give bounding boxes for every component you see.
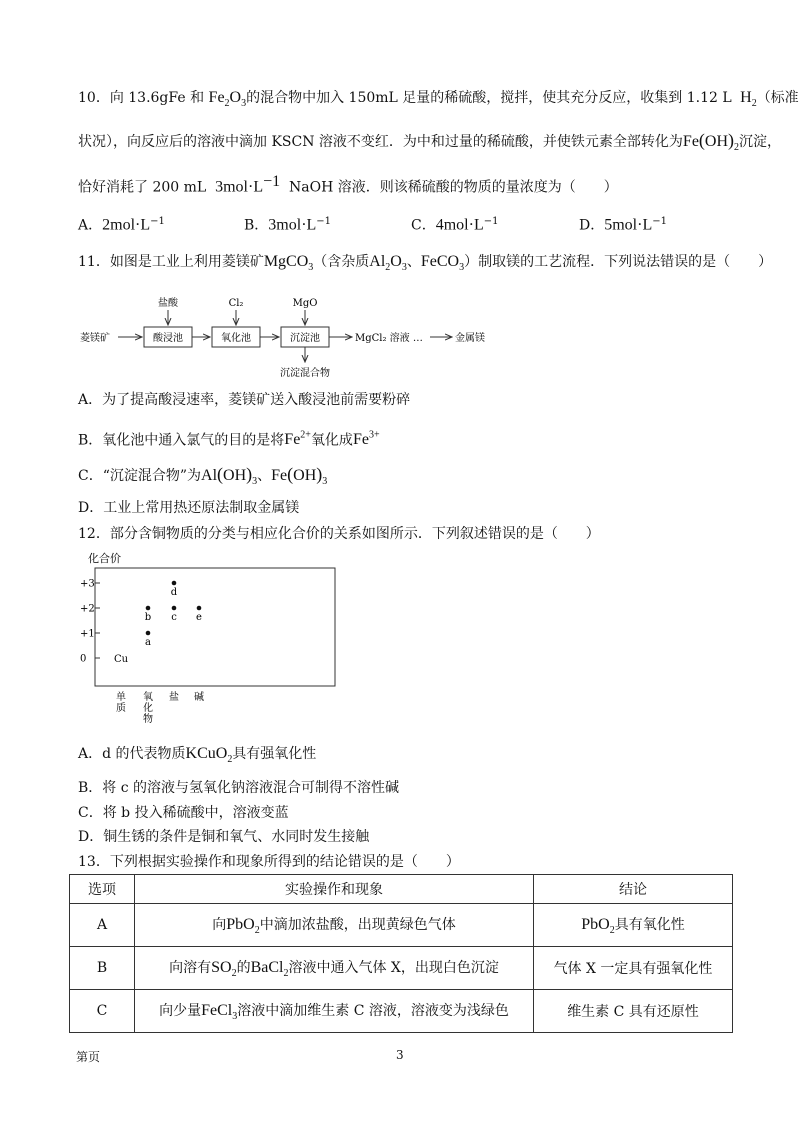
choice-value: 3mol·L	[268, 216, 317, 234]
q10-text: 状况），向反应后的溶液中滴加 KSCN 溶液不变红．为中和过量的稀硫酸，并使铁元素全部转化为	[78, 134, 683, 150]
option-text: 、	[257, 468, 272, 484]
formula-fecl3: FeCl$_3$	[201, 1001, 238, 1023]
cell-text: 溶液中通入气体 X，出现白色沉淀	[288, 959, 499, 976]
row-conclusion: 气体 X 一定具有强氧化性	[534, 947, 733, 990]
data-point	[146, 606, 151, 611]
row-option: C	[70, 990, 135, 1033]
q10-choice-c[interactable]	[411, 212, 498, 236]
table-row	[70, 904, 733, 947]
q11-option-a[interactable]	[78, 390, 410, 410]
table-row	[70, 990, 733, 1033]
unit-exponent: −1	[316, 216, 332, 227]
choice-letter: B．	[244, 217, 269, 234]
y-tick-label: +1	[80, 628, 95, 640]
y-tick-label: 0	[80, 653, 87, 665]
table-row	[70, 947, 733, 990]
table-header-row	[70, 875, 733, 904]
footer-label: 第页	[76, 1050, 101, 1064]
formula-feco3: FeCO$_3$	[420, 253, 465, 274]
concentration: 3mol·L	[215, 178, 264, 196]
unit-exponent: −1	[263, 173, 281, 190]
chart-ylabel: 化合价	[88, 552, 121, 565]
formula-fe2o3: $Fe_2O_3$	[208, 89, 247, 110]
q11-text: ）制取镁的工艺流程．下列说法错误的是（ ）	[464, 254, 773, 270]
x-category-label: 单质	[116, 692, 126, 714]
header-operation: 实验操作和现象	[135, 875, 534, 904]
formula-fe3plus: $Fe^{3+}$	[352, 430, 380, 449]
choice-letter: D．	[579, 217, 605, 234]
option-text: A．为了提高酸浸速率，菱镁矿送入酸浸池前需要粉碎	[78, 392, 411, 408]
data-point	[146, 631, 151, 636]
x-category-label: 碱	[194, 692, 204, 703]
q11-text: （含杂质	[313, 254, 370, 270]
row-option: A	[70, 904, 135, 947]
row-conclusion: 维生素 C 具有还原性	[534, 990, 733, 1033]
y-tick-label: +3	[80, 578, 95, 590]
unit-exponent: −1	[483, 216, 499, 227]
flow-mgcl2: MgCl₂ 溶液 …	[355, 333, 423, 344]
q10-line-3	[78, 172, 618, 198]
q13-text: 13．下列根据实验操作和现象所得到的结论错误的是（ ）	[78, 854, 460, 870]
row-conclusion	[534, 904, 733, 947]
q12-option-d[interactable]	[78, 827, 369, 847]
option-text: C．“沉淀混合物”为	[78, 468, 202, 484]
row-operation	[135, 904, 534, 947]
x-category-label: 盐	[169, 692, 179, 703]
formula-pbo2: PbO$_2$	[581, 915, 615, 937]
formula-h2: $H_2$	[736, 89, 757, 110]
formula-mgco3: MgCO$_3$	[263, 253, 314, 274]
row-operation	[135, 947, 534, 990]
q10-choice-a[interactable]	[78, 212, 165, 236]
reagent-cl2: Cl₂	[228, 298, 244, 309]
formula-feoh3: $Fe(OH)_3$	[271, 464, 328, 488]
choice-letter: C．	[411, 217, 436, 234]
q13-table	[69, 874, 733, 1033]
reagent-hcl: 盐酸	[158, 298, 178, 309]
q11-stem	[78, 252, 772, 278]
q10-text: NaOH 溶液．则该稀硫酸的物质的量浓度为（ ）	[289, 179, 618, 196]
row-option: B	[70, 947, 135, 990]
formula-so2: $SO_2$	[211, 958, 237, 980]
cell-text: 中滴加浓盐酸，出现黄绿色气体	[259, 916, 456, 933]
cell-text: 溶液中滴加维生素 C 溶液，溶液变为浅绿色	[237, 1002, 509, 1019]
formula-fe2plus: $Fe^{2+}$	[284, 430, 311, 449]
flow-end: 金属镁	[455, 333, 485, 344]
cell-text: 向溶有	[169, 959, 212, 976]
formula-kcuo2: KCuO$_2$	[185, 745, 233, 766]
choice-letter: A．	[78, 217, 103, 234]
process-flow-diagram	[78, 290, 518, 380]
q12-option-b[interactable]	[78, 778, 399, 798]
formula-aloh3: $Al(OH)_3$	[201, 464, 258, 488]
q12-stem	[78, 524, 600, 544]
q11-option-d[interactable]	[78, 498, 299, 518]
option-text: D．铜生锈的条件是铜和氧气、水同时发生接触	[78, 829, 370, 845]
option-text: B．将 c 的溶液与氢氧化钠溶液混合可制得不溶性碱	[78, 780, 400, 796]
data-point	[197, 606, 202, 611]
point-label: c	[171, 612, 177, 623]
point-label: b	[144, 612, 152, 623]
point-label: Cu	[113, 654, 129, 665]
q11-option-b[interactable]	[78, 426, 380, 450]
formula-feoh2: $Fe(OH)_2$	[682, 130, 740, 154]
chart-frame	[95, 568, 335, 686]
unit-exponent: −1	[652, 216, 667, 227]
q11-text: 、	[406, 254, 421, 270]
q10-text: 恰好消耗了 200 mL	[78, 179, 207, 196]
option-text: 具有强氧化性	[232, 746, 317, 762]
point-label: d	[170, 587, 178, 598]
header-conclusion: 结论	[534, 875, 733, 904]
q10-text: 的混合物中加入 150mL 足量的稀硫酸，搅拌，使其充分反应，收集到 1.12 L	[246, 90, 732, 106]
q12-text: 12．部分含铜物质的分类与相应化合价的关系如图所示．下列叙述错误的是（ ）	[78, 526, 600, 542]
q11-text: 11．如图是工业上利用菱镁矿	[78, 254, 264, 270]
row-operation	[135, 990, 534, 1033]
q10-text: 10．向 13.6gFe 和	[78, 90, 205, 106]
option-text: A．d 的代表物质	[78, 746, 186, 762]
cell-text: 具有氧化性	[614, 916, 685, 933]
q12-option-c[interactable]	[78, 803, 289, 823]
flow-box-label: 酸浸池	[153, 333, 183, 344]
cell-text: 的	[236, 959, 251, 976]
option-text: D．工业上常用热还原法制取金属镁	[78, 500, 300, 516]
q10-choice-d[interactable]	[579, 212, 667, 236]
q10-text: （标准	[756, 90, 799, 106]
q10-text: 沉淀，	[739, 134, 782, 150]
flow-box-label: 氧化池	[221, 333, 251, 344]
cell-text: 向少量	[159, 1002, 202, 1019]
formula-bacl2: BaCl$_2$	[250, 958, 289, 980]
q10-line-1	[78, 88, 799, 114]
q10-line-2	[78, 130, 781, 158]
reagent-mgo: MgO	[292, 298, 318, 309]
q11-option-c[interactable]	[78, 464, 327, 492]
choice-value: 5mol·L	[604, 216, 653, 234]
page-number: 3	[396, 1048, 404, 1062]
x-category-label: 氧化物	[143, 692, 153, 725]
data-point	[172, 581, 177, 586]
flow-below: 沉淀混合物	[280, 368, 330, 379]
y-tick-label: +2	[80, 603, 95, 615]
header-option: 选项	[70, 875, 135, 904]
flow-box-label: 沉淀池	[290, 333, 320, 344]
valence-chart	[78, 548, 338, 728]
choice-value: 2mol·L	[102, 216, 151, 234]
data-point	[172, 606, 177, 611]
choice-value: 4mol·L	[435, 216, 484, 234]
q13-stem	[78, 852, 460, 872]
option-text: 氧化成	[310, 432, 353, 449]
option-text: B．氧化池中通入氯气的目的是将	[78, 432, 285, 449]
flow-start: 菱镁矿	[80, 333, 110, 344]
point-label: a	[145, 637, 151, 648]
formula-pbo2: PbO$_2$	[226, 915, 260, 937]
q12-option-a[interactable]	[78, 744, 316, 770]
cell-text: 向	[212, 916, 227, 933]
unit-exponent: −1	[150, 216, 165, 227]
formula-al2o3: $Al_2O_3$	[369, 253, 407, 274]
point-label: e	[196, 612, 202, 623]
option-text: C．将 b 投入稀硫酸中，溶液变蓝	[78, 805, 289, 821]
q10-choice-b[interactable]	[244, 212, 331, 236]
